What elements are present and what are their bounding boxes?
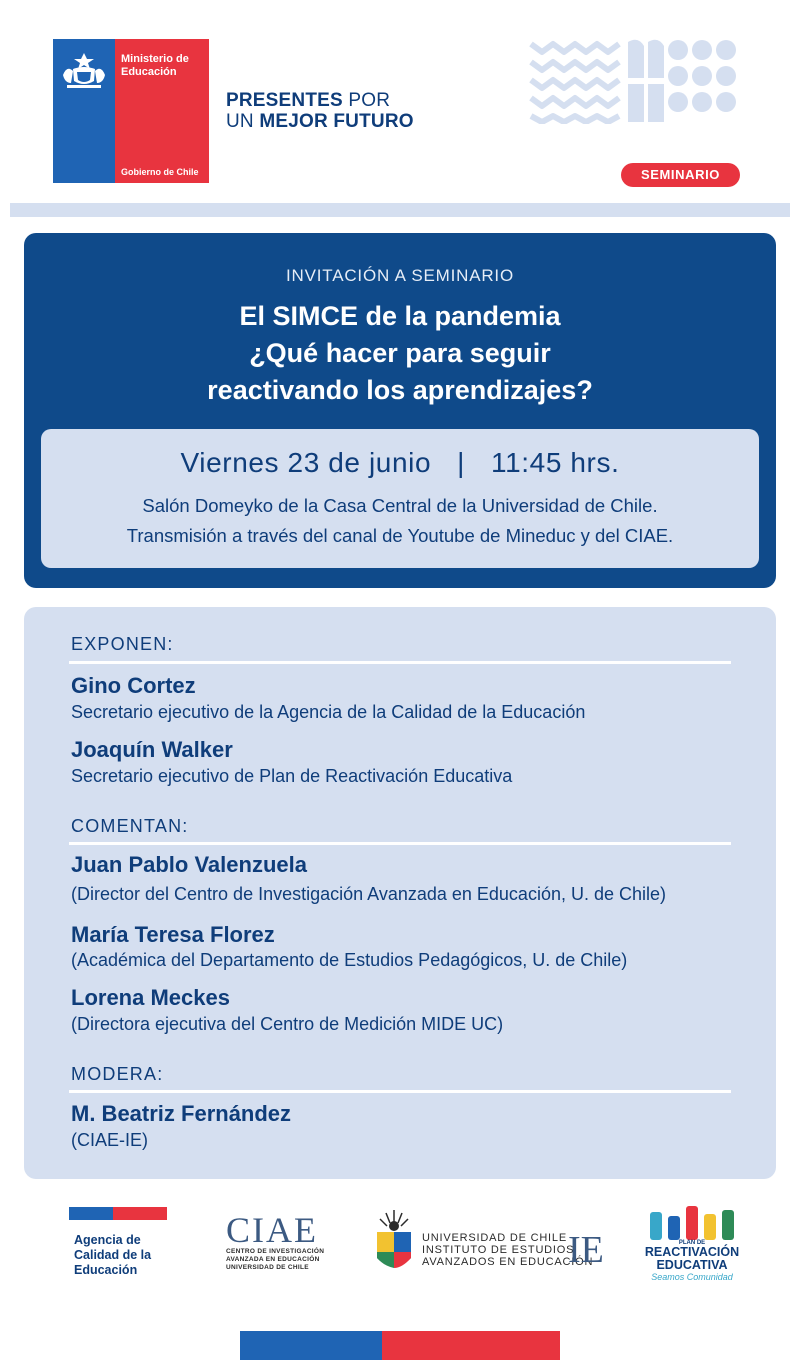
ministry-line-1: Ministerio de bbox=[121, 53, 189, 65]
uchile-logo bbox=[374, 1208, 610, 1276]
agencia-line-3: Educación bbox=[74, 1263, 138, 1277]
agencia-blue-bar bbox=[69, 1207, 113, 1220]
uchile-line-1: UNIVERSIDAD DE CHILE bbox=[422, 1232, 567, 1244]
agencia-text bbox=[74, 1233, 151, 1278]
invitation-kicker: INVITACIÓN A SEMINARIO bbox=[286, 266, 514, 285]
speaker-name: Gino Cortez bbox=[71, 673, 196, 698]
header-divider bbox=[10, 203, 790, 217]
speaker-role: Secretario ejecutivo de Plan de Reactivación Educativa bbox=[71, 766, 513, 786]
plan-line-2: EDUCATIVA bbox=[656, 1258, 728, 1272]
ministry-line-2: Educación bbox=[121, 66, 177, 78]
agencia-red-bar bbox=[113, 1207, 167, 1220]
uchile-emblem-icon bbox=[374, 1208, 414, 1276]
commenter-role: (Director del Centro de Investigación Avanzada en Educación, U. de Chile) bbox=[71, 884, 667, 904]
tagline-rest-1: POR bbox=[342, 90, 391, 111]
plan-slogan: Seamos Comunidad bbox=[651, 1272, 733, 1282]
ministry-name bbox=[121, 53, 189, 79]
logo-red-field bbox=[115, 39, 209, 183]
footer-red-bar bbox=[382, 1331, 560, 1360]
raised-hands-icon bbox=[646, 1202, 738, 1240]
coat-of-arms-icon bbox=[59, 51, 109, 91]
ie-wordmark: IE bbox=[568, 1229, 604, 1271]
commenter-role: (Directora ejecutiva del Centro de Medición MIDE UC) bbox=[71, 1014, 504, 1034]
exponen-divider bbox=[69, 661, 731, 664]
tagline-bold-2: MEJOR FUTURO bbox=[259, 111, 414, 132]
commenter-name: Lorena Meckes bbox=[71, 985, 230, 1010]
agencia-line-2: Calidad de la bbox=[74, 1248, 152, 1262]
comentan-label: COMENTAN: bbox=[71, 816, 189, 836]
logo-blue-field bbox=[53, 39, 115, 183]
ciae-line-1: CENTRO DE INVESTIGACIÓN bbox=[226, 1248, 325, 1255]
ciae-line-2: AVANZADA EN EDUCACIÓN bbox=[226, 1256, 320, 1263]
commenter-name: Juan Pablo Valenzuela bbox=[71, 852, 307, 877]
decorative-pattern-icon bbox=[528, 38, 740, 124]
speakers-panel bbox=[24, 607, 776, 1179]
ciae-logo bbox=[226, 1212, 328, 1274]
comentan-divider bbox=[69, 842, 731, 845]
event-details-box bbox=[41, 429, 759, 568]
event-location: Salón Domeyko de la Casa Central de la Universidad de Chile. bbox=[142, 495, 658, 516]
seminario-badge: SEMINARIO bbox=[621, 163, 740, 187]
date-time-line bbox=[41, 447, 759, 479]
date-time-separator: | bbox=[457, 447, 466, 478]
agencia-line-1: Agencia de bbox=[74, 1233, 141, 1247]
moderator-role: (CIAE-IE) bbox=[71, 1130, 149, 1150]
exponen-label: EXPONEN: bbox=[71, 634, 174, 654]
uchile-line-3: AVANZADOS EN EDUCACIÓN bbox=[422, 1256, 594, 1268]
tagline-bold-1: PRESENTES bbox=[226, 90, 343, 111]
uchile-line-2: INSTITUTO DE ESTUDIOS bbox=[422, 1244, 575, 1256]
speaker-name: Joaquín Walker bbox=[71, 737, 233, 762]
modera-divider bbox=[69, 1090, 731, 1093]
plan-small-label: PLAN DE bbox=[678, 1240, 706, 1246]
title-line-2: ¿Qué hacer para seguir bbox=[249, 338, 551, 368]
plan-reactivacion-logo bbox=[644, 1200, 740, 1284]
seminar-title bbox=[24, 298, 776, 409]
ciae-wordmark: CIAE bbox=[226, 1210, 318, 1250]
moderator-name: M. Beatriz Fernández bbox=[71, 1101, 292, 1126]
agencia-calidad-logo bbox=[69, 1207, 167, 1277]
tagline-rest-2: UN bbox=[226, 111, 260, 132]
ciae-line-3: UNIVERSIDAD DE CHILE bbox=[226, 1264, 309, 1271]
event-date: Viernes 23 de junio bbox=[180, 447, 432, 478]
ministerio-logo bbox=[53, 39, 209, 183]
commenter-role: (Académica del Departamento de Estudios Pedagógicos, U. de Chile) bbox=[71, 950, 628, 970]
gobierno-label: Gobierno de Chile bbox=[121, 167, 199, 177]
campaign-tagline bbox=[226, 90, 414, 132]
modera-label: MODERA: bbox=[71, 1064, 164, 1084]
title-line-3: reactivando los aprendizajes? bbox=[207, 375, 593, 405]
speaker-role: Secretario ejecutivo de la Agencia de la Calidad de la Educación bbox=[71, 702, 586, 722]
event-time: 11:45 hrs. bbox=[491, 447, 620, 478]
title-line-1: El SIMCE de la pandemia bbox=[239, 301, 561, 331]
plan-title bbox=[644, 1246, 740, 1272]
event-broadcast: Transmisión a través del canal de Youtube de Mineduc y del CIAE. bbox=[126, 525, 674, 546]
commenter-name: María Teresa Florez bbox=[71, 922, 275, 947]
invitation-panel bbox=[24, 233, 776, 588]
footer-blue-bar bbox=[240, 1331, 382, 1360]
plan-line-1: REACTIVACIÓN bbox=[644, 1245, 740, 1259]
